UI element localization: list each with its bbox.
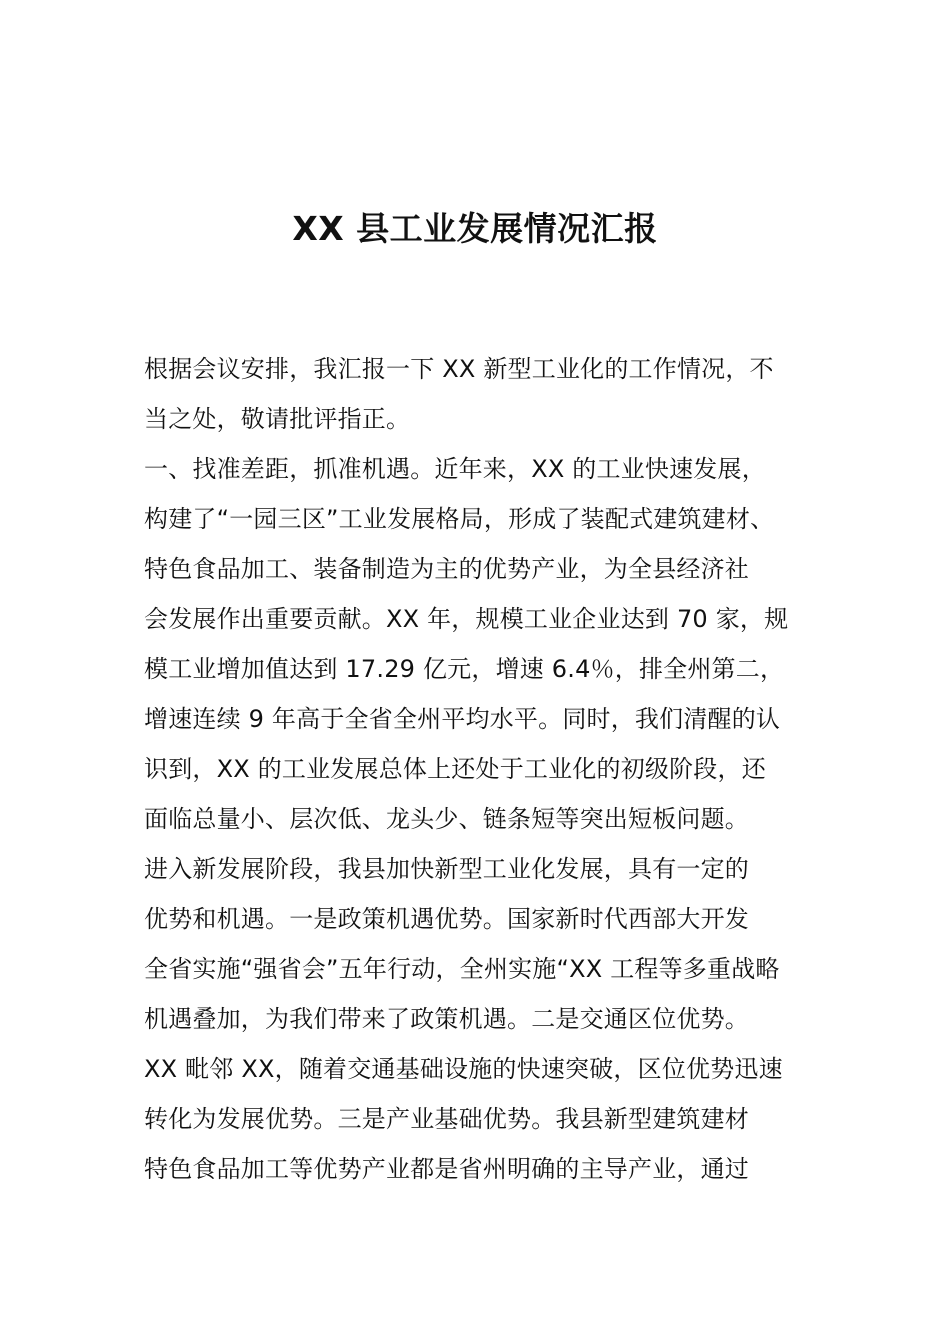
body-line: 构建了“一园三区”工业发展格局，形成了装配式建筑建材、 xyxy=(144,505,775,533)
body-line: 会发展作出重要贡献。XX 年，规模工业企业达到 70 家，规 xyxy=(144,605,789,633)
body-line: 转化为发展优势。三是产业基础优势。我县新型建筑建材 xyxy=(144,1105,749,1133)
body-line: 识到，XX 的工业发展总体上还处于工业化的初级阶段，还 xyxy=(144,755,766,783)
body-line: 全省实施“强省会”五年行动，全州实施“XX 工程等多重战略 xyxy=(144,955,780,983)
body-line: 模工业增加值达到 17.29 亿元，增速 6.4％，排全州第二， xyxy=(144,655,785,683)
body-line: 机遇叠加，为我们带来了政策机遇。二是交通区位优势。 xyxy=(144,1005,749,1033)
document-title: XX 县工业发展情况汇报 xyxy=(292,209,658,248)
body-line: 优势和机遇。一是政策机遇优势。国家新时代西部大开发 xyxy=(144,905,749,933)
body-line: 特色食品加工等优势产业都是省州明确的主导产业，通过 xyxy=(144,1155,749,1183)
body-line: 一、找准差距，抓准机遇。近年来，XX 的工业快速发展， xyxy=(144,455,766,483)
body-line: XX 毗邻 XX，随着交通基础设施的快速突破，区位优势迅速 xyxy=(144,1055,783,1083)
body-line: 根据会议安排，我汇报一下 XX 新型工业化的工作情况，不 xyxy=(144,355,774,383)
body-line: 增速连续 9 年高于全省全州平均水平。同时，我们清醒的认 xyxy=(144,705,781,733)
body-line: 进入新发展阶段，我县加快新型工业化发展，具有一定的 xyxy=(144,855,749,883)
body-line: 特色食品加工、装备制造为主的优势产业，为全县经济社 xyxy=(144,555,749,583)
body-line: 当之处，敬请批评指正。 xyxy=(144,405,411,433)
body-line: 面临总量小、层次低、龙头少、链条短等突出短板问题。 xyxy=(144,805,749,833)
